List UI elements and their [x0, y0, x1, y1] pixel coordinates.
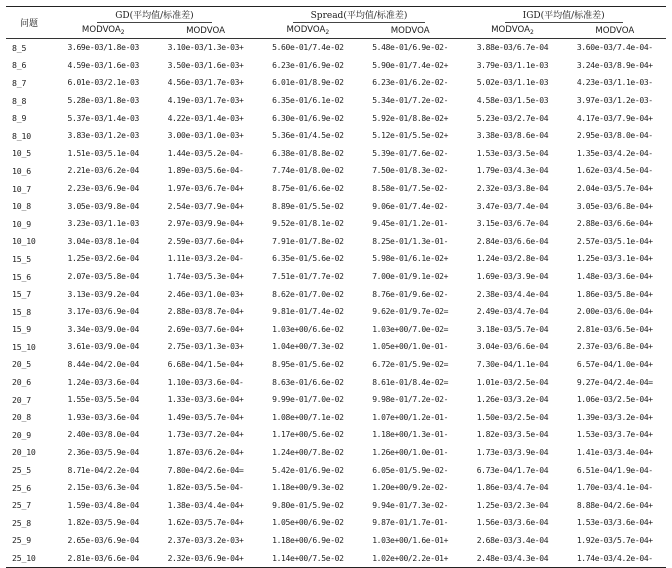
- spread-group-label: Spread(平均值/标准差): [293, 8, 426, 23]
- algorithm-subscript: 2: [120, 29, 125, 36]
- value-cell: 5.39e-01/7.6e-02-: [372, 148, 449, 158]
- value-cell: 2.48e-03/4.3e-04: [461, 549, 563, 567]
- table-row: [6, 109, 666, 127]
- value-cell: 5.98e-01/6.1e-02+: [372, 254, 449, 264]
- value-cell: 5.34e-01/7.2e-02-: [372, 96, 449, 106]
- value-cell: 9.80e-01/5.9e-02: [272, 500, 344, 510]
- value-cell: 1.73e-03/7.2e-04+: [167, 430, 244, 440]
- table-row: [6, 162, 666, 180]
- value-cell: 2.65e-03/6.9e-04: [67, 535, 139, 545]
- value-cell: 3.60e-03/7.4e-04-: [576, 43, 653, 53]
- value-cell: 1.50e-03/2.5e-04: [476, 412, 549, 422]
- value-cell: 3.97e-03/1.2e-03-: [576, 96, 653, 106]
- value-cell: 1.01e-03/2.5e-04: [476, 377, 549, 387]
- value-cell: 2.32e-03/3.8e-04: [476, 184, 549, 194]
- value-cell: 7.30e-04/1.1e-04: [476, 359, 549, 369]
- value-cell: 6.23e-01/6.2e-02-: [372, 78, 449, 88]
- algorithm-header-row: [6, 23, 666, 39]
- gd-group-label: GD(平均值/标准差): [97, 8, 211, 23]
- problem-cell: 8_5: [12, 42, 27, 53]
- value-cell: 9.99e-01/7.0e-02: [272, 395, 344, 405]
- value-cell: 7.74e-01/8.0e-02: [272, 166, 344, 176]
- value-cell: 3.83e-03/1.2e-03: [67, 131, 139, 141]
- value-cell: 5.90e-01/7.4e-02+: [372, 60, 449, 70]
- value-cell: 1.08e+00/7.1e-02: [272, 412, 344, 422]
- spread-group-header: [257, 7, 462, 24]
- value-cell: 5.42e-01/6.9e-02: [272, 465, 344, 475]
- value-cell: 2.81e-03/6.6e-04: [52, 549, 154, 567]
- value-cell: 1.03e+00/1.6e-01+: [372, 535, 449, 545]
- value-cell: 1.18e+00/1.3e-01-: [372, 430, 449, 440]
- value-cell: 9.98e-01/7.2e-02-: [372, 395, 449, 405]
- value-cell: 4.56e-03/1.7e-03+: [167, 78, 244, 88]
- value-cell: 4.59e-03/1.6e-03: [67, 60, 139, 70]
- problem-cell: 10_10: [12, 236, 36, 247]
- value-cell: 3.79e-03/1.1e-03: [476, 60, 549, 70]
- table-row: [6, 92, 666, 110]
- value-cell: 2.07e-03/5.8e-04: [67, 272, 139, 282]
- value-cell: 2.04e-03/5.7e-04+: [576, 184, 653, 194]
- value-cell: 6.68e-04/1.5e-04+: [167, 359, 244, 369]
- problem-cell: 20_6: [12, 377, 31, 388]
- problem-cell: 20_10: [12, 447, 36, 458]
- value-cell: 2.37e-03/3.2e-03+: [167, 535, 244, 545]
- problem-cell: 10_8: [12, 201, 31, 212]
- value-cell: 1.86e-03/4.7e-04: [476, 483, 549, 493]
- value-cell: 1.05e+00/6.9e-02: [272, 518, 344, 528]
- value-cell: 2.36e-03/5.9e-04: [67, 447, 139, 457]
- value-cell: 1.18e+00/6.9e-02: [272, 535, 344, 545]
- value-cell: 3.13e-03/9.2e-04: [67, 289, 139, 299]
- value-cell: 3.04e-03/6.6e-04: [476, 342, 549, 352]
- table-header: [6, 7, 666, 39]
- value-cell: 3.18e-03/5.7e-04: [476, 324, 549, 334]
- table-row: [6, 250, 666, 268]
- value-cell: 1.82e-03/5.5e-04-: [167, 483, 244, 493]
- value-cell: 1.92e-03/5.7e-04+: [576, 535, 653, 545]
- value-cell: 1.33e-03/3.6e-04+: [167, 395, 244, 405]
- problem-cell: 10_9: [12, 218, 31, 229]
- value-cell: 1.25e-03/3.1e-04+: [576, 254, 653, 264]
- table-row: [6, 145, 666, 163]
- value-cell: 9.94e-01/7.3e-02-: [372, 500, 449, 510]
- value-cell: 1.86e-03/5.8e-04+: [576, 289, 653, 299]
- problem-cell: 10_6: [12, 165, 31, 176]
- value-cell: 8.76e-01/9.6e-02-: [372, 289, 449, 299]
- value-cell: 1.24e-03/2.8e-04: [476, 254, 549, 264]
- algorithm-name: MODVOA: [390, 25, 430, 36]
- problem-cell: 10_5: [12, 148, 31, 159]
- value-cell: 3.10e-03/1.3e-03+: [167, 43, 244, 53]
- value-cell: 2.88e-03/6.6e-04+: [576, 219, 653, 229]
- value-cell: 3.23e-03/1.1e-03: [67, 219, 139, 229]
- value-cell: 1.70e-03/4.1e-04-: [576, 483, 653, 493]
- value-cell: 4.17e-03/7.9e-04+: [576, 113, 653, 123]
- value-cell: 6.35e-01/5.6e-02: [272, 254, 344, 264]
- problem-cell: 15_8: [12, 306, 31, 317]
- value-cell: 4.19e-03/1.7e-03+: [167, 96, 244, 106]
- value-cell: 1.14e+00/7.5e-02: [257, 549, 359, 567]
- value-cell: 1.41e-03/3.4e-04+: [576, 447, 653, 457]
- value-cell: 6.23e-01/6.9e-02: [272, 60, 344, 70]
- value-cell: 1.25e-03/2.6e-04: [67, 254, 139, 264]
- table-row: [6, 532, 666, 550]
- problem-cell: 25_5: [12, 465, 31, 476]
- value-cell: 2.15e-03/6.3e-04: [67, 483, 139, 493]
- value-cell: 3.61e-03/9.0e-04: [67, 342, 139, 352]
- value-cell: 2.75e-03/1.3e-03+: [167, 342, 244, 352]
- value-cell: 2.68e-03/3.4e-04: [476, 535, 549, 545]
- value-cell: 7.91e-01/7.8e-02: [272, 236, 344, 246]
- value-cell: 1.53e-03/3.5e-04: [476, 148, 549, 158]
- value-cell: 1.87e-03/6.2e-04+: [167, 447, 244, 457]
- value-cell: 2.21e-03/6.2e-04: [67, 166, 139, 176]
- value-cell: 1.11e-03/3.2e-04-: [167, 254, 244, 264]
- igd-group-label: IGD(平均值/标准差): [505, 8, 623, 23]
- algorithm-header-3: [359, 23, 461, 39]
- table-row: [6, 285, 666, 303]
- value-cell: 1.56e-03/3.6e-04: [476, 518, 549, 528]
- table-row: [6, 356, 666, 374]
- table-row: [6, 549, 666, 567]
- value-cell: 8.88e-04/2.6e-04+: [576, 500, 653, 510]
- value-cell: 5.60e-01/7.4e-02: [272, 43, 344, 53]
- table-row: [6, 408, 666, 426]
- value-cell: 4.22e-03/1.4e-03+: [167, 113, 244, 123]
- value-cell: 2.32e-03/6.9e-04+: [154, 549, 256, 567]
- problem-cell: 8_9: [12, 113, 27, 124]
- value-cell: 2.59e-03/7.6e-04+: [167, 236, 244, 246]
- value-cell: 6.51e-04/1.9e-04-: [576, 465, 653, 475]
- table-body: [6, 39, 666, 568]
- algorithm-name: MODVOA: [491, 25, 530, 35]
- value-cell: 6.30e-01/6.9e-02: [272, 113, 344, 123]
- value-cell: 9.87e-01/1.7e-01-: [372, 518, 449, 528]
- value-cell: 9.06e-01/7.4e-02-: [372, 201, 449, 211]
- value-cell: 5.02e-03/1.1e-03: [476, 78, 549, 88]
- value-cell: 1.26e+00/1.0e-01-: [372, 447, 449, 457]
- value-cell: 1.03e+00/7.0e-02=: [372, 324, 449, 334]
- value-cell: 1.49e-03/5.7e-04+: [167, 412, 244, 422]
- table-row: [6, 444, 666, 462]
- value-cell: 1.06e-03/2.5e-04+: [576, 395, 653, 405]
- value-cell: 1.74e-03/4.2e-04-: [564, 549, 666, 567]
- value-cell: 2.97e-03/9.9e-04+: [167, 219, 244, 229]
- problem-cell: 25_6: [12, 482, 31, 493]
- value-cell: 1.69e-03/3.9e-04: [476, 272, 549, 282]
- value-cell: 1.24e-03/3.6e-04: [67, 377, 139, 387]
- algorithm-header-5: [564, 23, 666, 39]
- value-cell: 6.38e-01/8.8e-02: [272, 148, 344, 158]
- value-cell: 6.01e-01/8.9e-02: [272, 78, 344, 88]
- problem-cell: 20_5: [12, 359, 31, 370]
- value-cell: 6.01e-03/2.1e-03: [67, 78, 139, 88]
- algorithm-name: MODVOA: [186, 25, 225, 36]
- value-cell: 8.58e-01/7.5e-02-: [372, 184, 449, 194]
- problem-cell: 25_8: [12, 517, 31, 528]
- value-cell: 1.26e-03/3.2e-04: [476, 395, 549, 405]
- table-row: [6, 39, 666, 57]
- table-row: [6, 514, 666, 532]
- value-cell: 2.23e-03/6.9e-04: [67, 184, 139, 194]
- value-cell: 8.71e-04/2.2e-04: [67, 465, 139, 475]
- value-cell: 1.17e+00/5.6e-02: [272, 430, 344, 440]
- value-cell: 1.39e-03/3.2e-04+: [576, 412, 653, 422]
- value-cell: 1.82e-03/3.5e-04: [476, 430, 549, 440]
- value-cell: 1.05e+00/1.0e-01-: [372, 342, 449, 352]
- value-cell: 2.84e-03/6.6e-04: [476, 236, 549, 246]
- value-cell: 5.28e-03/1.8e-03: [67, 96, 139, 106]
- value-cell: 3.47e-03/7.4e-04: [476, 201, 549, 211]
- results-table: [6, 6, 666, 568]
- value-cell: 2.49e-03/4.7e-04: [476, 307, 549, 317]
- value-cell: 2.37e-03/6.8e-04+: [576, 342, 653, 352]
- algorithm-header-0: [52, 23, 154, 39]
- algorithm-name: MODVOA: [286, 25, 326, 35]
- value-cell: 2.81e-03/6.5e-04+: [576, 324, 653, 334]
- value-cell: 1.79e-03/4.3e-04: [476, 166, 549, 176]
- value-cell: 3.15e-03/6.7e-04: [476, 219, 549, 229]
- value-cell: 1.62e-03/5.7e-04+: [167, 518, 244, 528]
- value-cell: 1.59e-03/4.8e-04: [67, 500, 139, 510]
- value-cell: 2.88e-03/8.7e-04+: [167, 307, 244, 317]
- value-cell: 7.50e-01/8.3e-02-: [372, 166, 449, 176]
- value-cell: 7.51e-01/7.7e-02: [272, 272, 344, 282]
- value-cell: 9.52e-01/8.1e-02: [272, 219, 344, 229]
- problem-cell: 8_10: [12, 130, 31, 141]
- value-cell: 9.81e-01/7.4e-02: [272, 307, 344, 317]
- problem-cell: 20_9: [12, 429, 31, 440]
- table-row: [6, 461, 666, 479]
- problem-cell: 15_10: [12, 341, 36, 352]
- table-row: [6, 391, 666, 409]
- table-row: [6, 215, 666, 233]
- problem-column-header: 问题: [6, 7, 52, 39]
- value-cell: 7.00e-01/9.1e-02+: [372, 272, 449, 282]
- value-cell: 1.20e+00/9.2e-02-: [372, 483, 449, 493]
- value-cell: 2.40e-03/8.0e-04: [67, 430, 139, 440]
- problem-cell: 25_9: [12, 535, 31, 546]
- table-row: [6, 496, 666, 514]
- value-cell: 3.00e-03/1.0e-03+: [167, 131, 244, 141]
- algorithm-header-1: [154, 23, 256, 39]
- problem-cell: 15_6: [12, 271, 31, 282]
- value-cell: 1.38e-03/4.4e-04+: [167, 500, 244, 510]
- algorithm-header-4: [461, 23, 563, 39]
- algorithm-subscript: 2: [325, 29, 330, 36]
- algorithm-header-2: [257, 23, 359, 39]
- value-cell: 9.45e-01/1.2e-01-: [372, 219, 449, 229]
- value-cell: 8.75e-01/6.6e-02: [272, 184, 344, 194]
- value-cell: 1.74e-03/5.3e-04+: [167, 272, 244, 282]
- value-cell: 4.58e-03/1.5e-03: [476, 96, 549, 106]
- value-cell: 1.07e+00/1.2e-01-: [372, 412, 449, 422]
- table-row: [6, 180, 666, 198]
- problem-cell: 8_8: [12, 95, 27, 106]
- value-cell: 1.62e-03/4.5e-04-: [576, 166, 653, 176]
- value-cell: 8.89e-01/5.5e-02: [272, 201, 344, 211]
- value-cell: 3.88e-03/6.7e-04: [476, 43, 549, 53]
- value-cell: 1.51e-03/5.1e-04: [67, 148, 139, 158]
- table-row: [6, 303, 666, 321]
- value-cell: 1.35e-03/4.2e-04-: [576, 148, 653, 158]
- value-cell: 2.46e-03/1.0e-03+: [167, 289, 244, 299]
- table-row: [6, 321, 666, 339]
- value-cell: 8.63e-01/6.6e-02: [272, 377, 344, 387]
- value-cell: 9.27e-04/2.4e-04=: [576, 377, 653, 387]
- value-cell: 1.10e-03/3.6e-04-: [167, 377, 244, 387]
- value-cell: 6.57e-04/1.0e-04+: [576, 359, 653, 369]
- value-cell: 2.54e-03/7.9e-04+: [167, 201, 244, 211]
- value-cell: 1.48e-03/3.6e-04+: [576, 272, 653, 282]
- problem-cell: 15_9: [12, 324, 31, 335]
- value-cell: 1.18e+00/9.3e-02: [272, 483, 344, 493]
- value-cell: 1.89e-03/5.6e-04-: [167, 166, 244, 176]
- problem-cell: 15_5: [12, 253, 31, 264]
- problem-cell: 15_7: [12, 289, 31, 300]
- value-cell: 7.80e-04/2.6e-04=: [167, 465, 244, 475]
- value-cell: 6.05e-01/5.9e-02-: [372, 465, 449, 475]
- value-cell: 6.73e-04/1.7e-04: [476, 465, 549, 475]
- value-cell: 5.37e-03/1.4e-03: [67, 113, 139, 123]
- value-cell: 2.69e-03/7.6e-04+: [167, 324, 244, 334]
- value-cell: 1.03e+00/6.6e-02: [272, 324, 344, 334]
- value-cell: 3.34e-03/9.0e-04: [67, 324, 139, 334]
- table-row: [6, 373, 666, 391]
- value-cell: 3.24e-03/8.9e-04+: [576, 60, 653, 70]
- table-row: [6, 74, 666, 92]
- value-cell: 6.72e-01/5.9e-02=: [372, 359, 449, 369]
- problem-cell: 8_7: [12, 77, 27, 88]
- value-cell: 5.12e-01/5.5e-02+: [372, 131, 449, 141]
- value-cell: 1.44e-03/5.2e-04-: [167, 148, 244, 158]
- value-cell: 3.05e-03/6.8e-04+: [576, 201, 653, 211]
- value-cell: 1.24e+00/7.8e-02: [272, 447, 344, 457]
- value-cell: 1.55e-03/5.5e-04: [67, 395, 139, 405]
- value-cell: 5.48e-01/6.9e-02-: [372, 43, 449, 53]
- problem-cell: 8_6: [12, 60, 27, 71]
- value-cell: 1.02e+00/2.2e-01+: [359, 549, 461, 567]
- algorithm-name: MODVOA: [595, 25, 635, 36]
- table-row: [6, 57, 666, 75]
- table-row: [6, 479, 666, 497]
- value-cell: 8.25e-01/1.3e-01-: [372, 236, 449, 246]
- value-cell: 3.69e-03/1.8e-03: [67, 43, 139, 53]
- problem-cell: 10_7: [12, 183, 31, 194]
- value-cell: 2.95e-03/8.0e-04-: [576, 131, 653, 141]
- igd-group-header: [461, 7, 666, 24]
- table-row: [6, 426, 666, 444]
- problem-cell: 25_10: [6, 549, 52, 567]
- value-cell: 3.17e-03/6.9e-04: [67, 307, 139, 317]
- value-cell: 5.36e-01/4.5e-02: [272, 131, 344, 141]
- value-cell: 1.53e-03/3.7e-04+: [576, 430, 653, 440]
- value-cell: 1.73e-03/3.9e-04: [476, 447, 549, 457]
- value-cell: 1.04e+00/7.3e-02: [272, 342, 344, 352]
- value-cell: 8.61e-01/8.4e-02=: [372, 377, 449, 387]
- value-cell: 2.00e-03/6.0e-04+: [576, 307, 653, 317]
- value-cell: 8.62e-01/7.0e-02: [272, 289, 344, 299]
- algorithm-subscript: 2: [529, 29, 534, 36]
- problem-cell: 20_8: [12, 412, 31, 423]
- value-cell: 4.23e-03/1.1e-03-: [576, 78, 653, 88]
- value-cell: 5.92e-01/8.8e-02+: [372, 113, 449, 123]
- value-cell: 8.44e-04/2.0e-04: [67, 359, 139, 369]
- value-cell: 1.93e-03/3.6e-04: [67, 412, 139, 422]
- value-cell: 6.35e-01/6.1e-02: [272, 96, 344, 106]
- value-cell: 8.95e-01/5.6e-02: [272, 359, 344, 369]
- value-cell: 3.50e-03/1.6e-03+: [167, 60, 244, 70]
- table-row: [6, 268, 666, 286]
- value-cell: 2.57e-03/5.1e-04+: [576, 236, 653, 246]
- value-cell: 1.25e-03/2.3e-04: [476, 500, 549, 510]
- value-cell: 3.38e-03/8.6e-04: [476, 131, 549, 141]
- table-row: [6, 197, 666, 215]
- value-cell: 3.05e-03/9.8e-04: [67, 201, 139, 211]
- problem-cell: 25_7: [12, 500, 31, 511]
- value-cell: 2.38e-03/4.4e-04: [476, 289, 549, 299]
- value-cell: 5.23e-03/2.7e-04: [476, 113, 549, 123]
- value-cell: 3.04e-03/8.1e-04: [67, 236, 139, 246]
- problem-cell: 20_7: [12, 394, 31, 405]
- value-cell: 1.97e-03/6.7e-04+: [167, 184, 244, 194]
- gd-group-header: [52, 7, 257, 24]
- value-cell: 1.53e-03/3.6e-04+: [576, 518, 653, 528]
- value-cell: 1.82e-03/5.9e-04: [67, 518, 139, 528]
- table-row: [6, 233, 666, 251]
- table-row: [6, 338, 666, 356]
- table-row: [6, 127, 666, 145]
- algorithm-name: MODVOA: [81, 25, 121, 35]
- value-cell: 9.62e-01/9.7e-02=: [372, 307, 449, 317]
